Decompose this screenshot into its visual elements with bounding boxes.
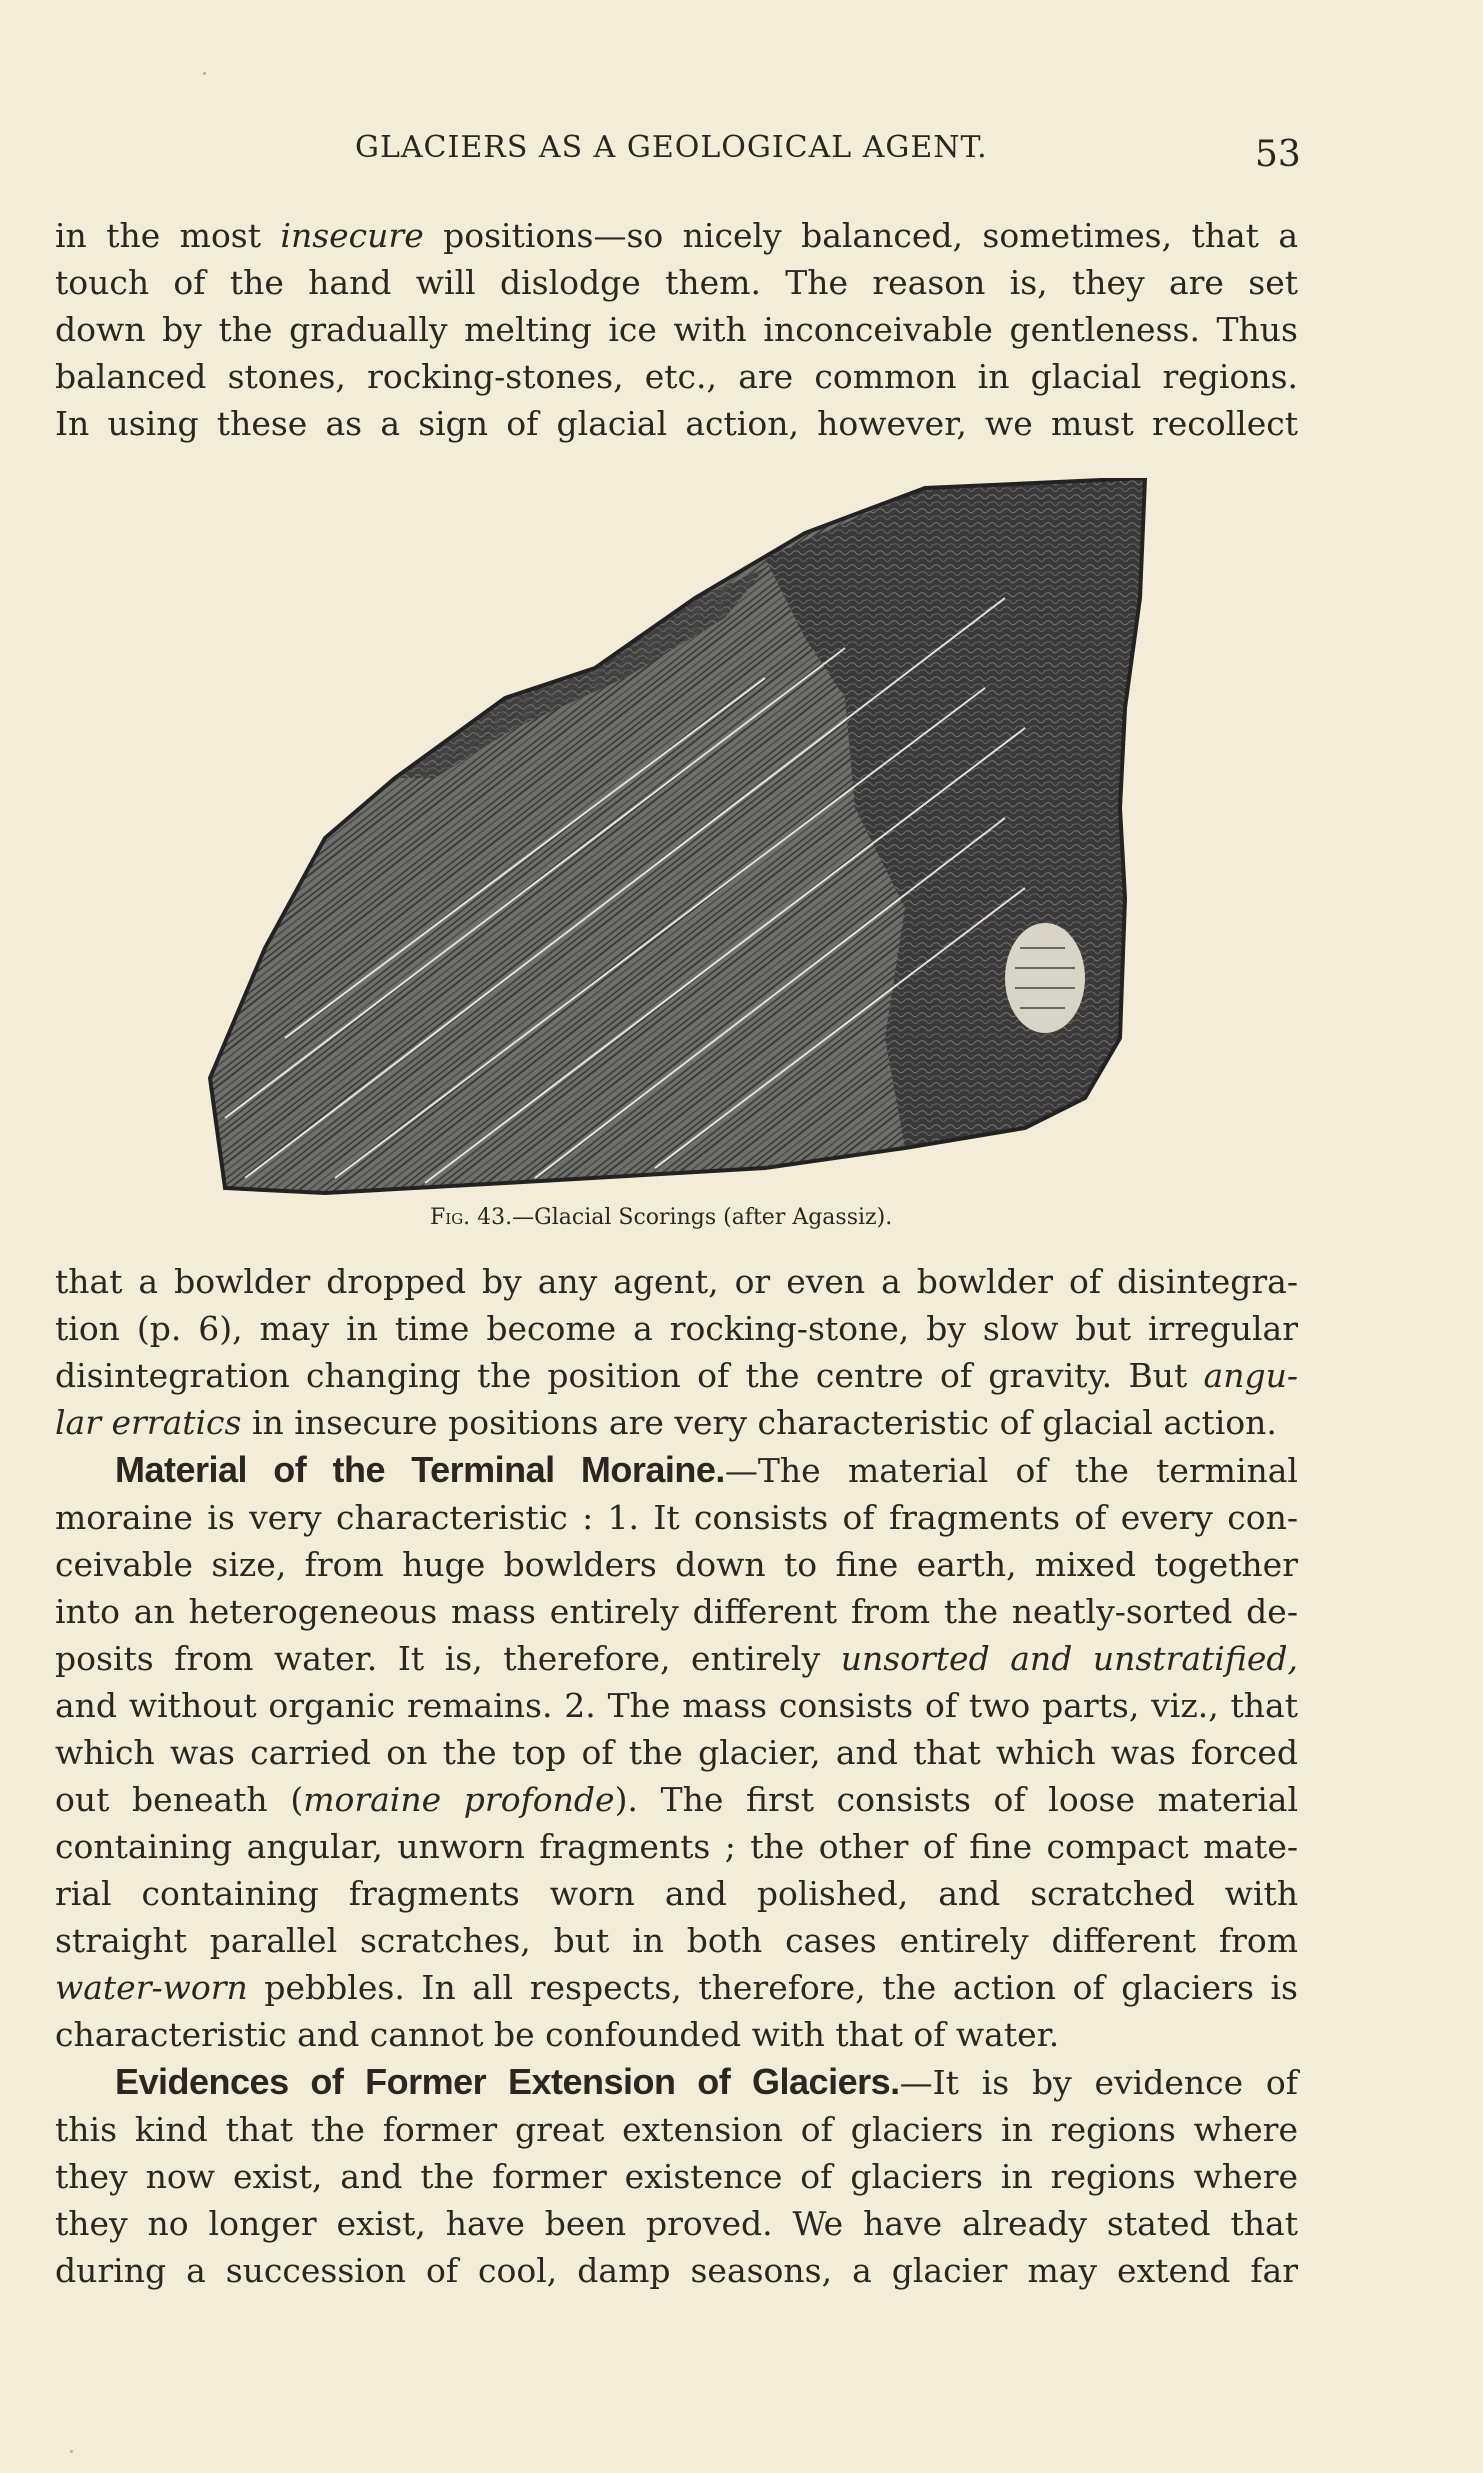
figure-caption-text: —Glacial Scorings (after Agassiz).: [512, 1205, 893, 1230]
emphasis: unsorted and unstratified,: [840, 1639, 1298, 1678]
text-line: into an heterogeneous mass entirely different from the neatly-sorted de-: [55, 1592, 1298, 1631]
emphasis: lar erratics: [55, 1403, 242, 1442]
emphasis: insecure: [280, 216, 424, 255]
text-line: and without organic remains. 2. The mass consists of two parts, viz., that: [55, 1686, 1298, 1725]
text-line: tion (p. 6), may in time become a rocking-stone, by slow but irregular: [55, 1309, 1298, 1348]
text-line: down by the gradually melting ice with inconceivable gentleness. Thus: [55, 310, 1298, 349]
section-heading: Evidences of Former Extension of Glaciers.: [115, 2061, 900, 2102]
paper-speck: [203, 72, 206, 75]
text-line: they now exist, and the former existence of glaciers in regions where: [55, 2157, 1298, 2196]
text-line: Material of the Terminal Moraine.—The material of the terminal: [115, 1449, 1298, 1490]
page-number: 53: [1255, 134, 1301, 175]
text-line: Evidences of Former Extension of Glaciers.—It is by evidence of: [115, 2061, 1298, 2102]
text-line: touch of the hand will dislodge them. The reason is, they are set: [55, 263, 1298, 302]
figure-label: Fig. 43.: [430, 1205, 513, 1230]
text-line: balanced stones, rocking-stones, etc., are common in glacial regions.: [55, 357, 1298, 396]
text-line: lar erratics in insecure positions are very characteristic of glacial action.: [55, 1403, 1277, 1442]
text-line: posits from water. It is, therefore, entirely unsorted and unstratified,: [55, 1639, 1298, 1678]
text-line: characteristic and cannot be confounded with that of water.: [55, 2015, 1060, 2054]
emphasis: water-worn: [55, 1968, 248, 2007]
paragraph-top: [55, 212, 1298, 447]
emphasis: moraine profonde: [303, 1780, 615, 1819]
figure-caption: [430, 1205, 1030, 1230]
text-line: this kind that the former great extension of glaciers in regions where: [55, 2110, 1298, 2149]
text-line: In using these as a sign of glacial action, however, we must recollect: [55, 404, 1298, 443]
emphasis: angu-: [1203, 1356, 1298, 1395]
paper-speck: [70, 2450, 73, 2453]
text-line: rial containing fragments worn and polished, and scratched with: [55, 1874, 1298, 1913]
main-text: [55, 1258, 1298, 2294]
text-line: ceivable size, from huge bowlders down to fine earth, mixed together: [55, 1545, 1298, 1584]
text-line: straight parallel scratches, but in both cases entirely different from: [55, 1921, 1298, 1960]
text-line: they no longer exist, have been proved. We have already stated that: [55, 2204, 1298, 2243]
text-line: moraine is very characteristic : 1. It consists of fragments of every con-: [55, 1498, 1298, 1537]
text-line: disintegration changing the position of the centre of gravity. But angu-: [55, 1356, 1298, 1395]
text-line: which was carried on the top of the glacier, and that which was forced: [55, 1733, 1298, 1772]
glacial-scorings-illustration: [205, 478, 1155, 1208]
text-line: in the most insecure positions—so nicely balanced, sometimes, that a: [55, 216, 1298, 255]
section-heading: Material of the Terminal Moraine.: [115, 1449, 725, 1490]
text-line: during a succession of cool, damp seasons, a glacier may extend far: [55, 2251, 1298, 2290]
text-line: that a bowlder dropped by any agent, or even a bowlder of disintegra-: [55, 1262, 1298, 1301]
text-line: containing angular, unworn fragments ; the other of fine compact mate-: [55, 1827, 1298, 1866]
running-header-title: GLACIERS AS A GEOLOGICAL AGENT.: [355, 130, 988, 165]
text-line: out beneath (moraine profonde). The first consists of loose material: [55, 1780, 1298, 1819]
text-line: water-worn pebbles. In all respects, therefore, the action of glaciers is: [55, 1968, 1298, 2007]
